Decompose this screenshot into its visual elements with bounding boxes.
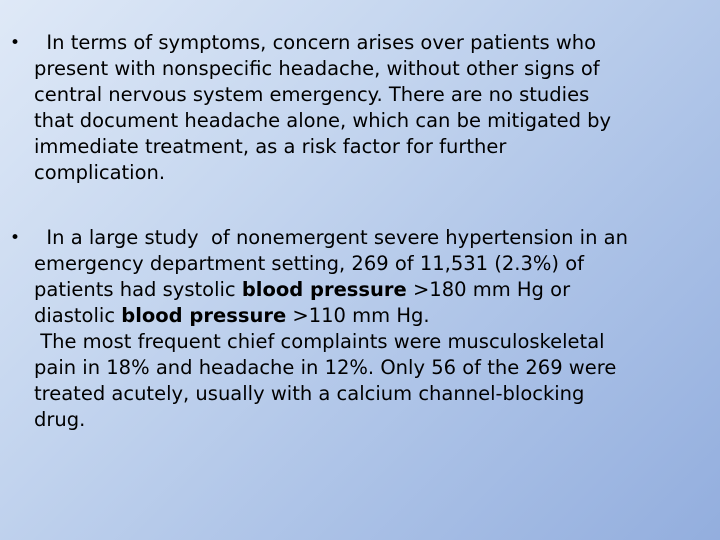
text-line: immediate treatment, as a risk factor for further <box>34 135 507 158</box>
bullet-marker: • <box>10 228 21 248</box>
bold-term: blood pressure <box>121 304 287 327</box>
bullet-study <box>10 225 716 433</box>
text-line: In terms of symptoms, concern arises over patients who <box>34 31 597 54</box>
text-line: complication. <box>34 161 166 184</box>
text-run: patients had systolic <box>34 278 242 301</box>
bullet-symptoms <box>10 30 716 186</box>
bold-term: blood pressure <box>241 278 407 301</box>
bullet-marker: • <box>10 33 21 53</box>
bullet-text <box>34 225 716 433</box>
text-line <box>34 303 716 329</box>
text-line: The most frequent chief complaints were musculoskeletal <box>34 330 605 353</box>
text-line <box>34 277 716 303</box>
text-run: >110 mm Hg. <box>286 304 430 327</box>
text-line: present with nonspecific headache, without other signs of <box>34 57 600 80</box>
text-line: that document headache alone, which can be mitigated by <box>34 109 612 132</box>
text-line: In a large study of nonemergent severe hypertension in an <box>34 226 628 249</box>
text-run: >180 mm Hg or <box>406 278 571 301</box>
text-run: diastolic <box>34 304 122 327</box>
text-line: drug. <box>34 408 86 431</box>
text-line: treated acutely, usually with a calcium channel-blocking <box>34 382 585 405</box>
bullet-text <box>34 30 716 186</box>
text-line: pain in 18% and headache in 12%. Only 56 of the 269 were <box>34 356 617 379</box>
text-line: emergency department setting, 269 of 11,531 (2.3%) of <box>34 252 585 275</box>
text-line: central nervous system emergency. There are no studies <box>34 83 590 106</box>
